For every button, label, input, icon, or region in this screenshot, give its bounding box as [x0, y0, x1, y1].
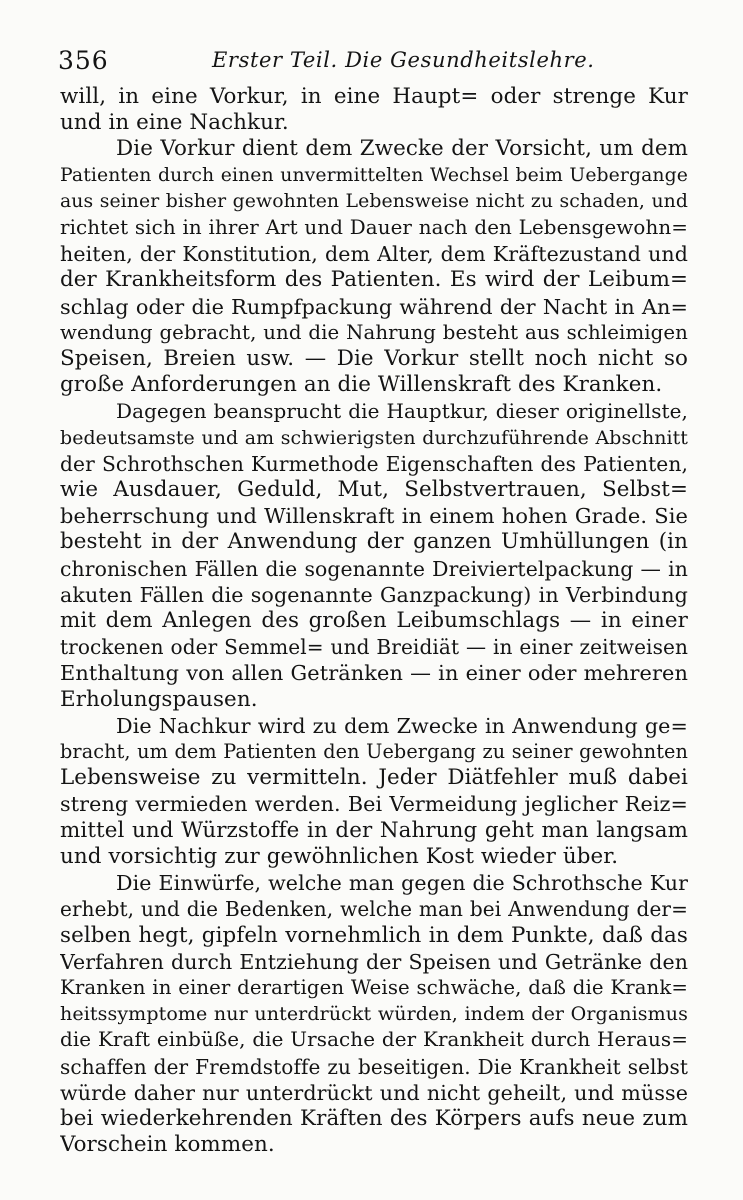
text-line: die Kraft einbüße, die Ursache der Krankheit durch Heraus= [60, 1028, 688, 1052]
body-text [60, 84, 688, 1158]
text-line: bei wiederkehrenden Kräften des Körpers aufs neue zum [60, 1105, 688, 1131]
text-line: mit dem Anlegen des großen Leibumschlags — in einer [60, 608, 688, 634]
text-line: Vorschein kommen. [60, 1132, 275, 1158]
paragraph-einwuerfe [60, 870, 688, 1158]
text-line: chronischen Fällen die sogenannte Dreiviertelpackung — in [60, 556, 688, 581]
text-line: würde daher nur unterdrückt und nicht geheilt, und müsse [60, 1080, 688, 1105]
text-line: Verfahren durch Entziehung der Speisen und Getränke den [60, 949, 688, 974]
text-line: Lebensweise zu vermitteln. Jeder Diätfehler muß dabei [60, 765, 688, 791]
text-line: Die Einwürfe, welche man gegen die Schrothsche Kur [116, 871, 688, 896]
paragraph-continuation [60, 84, 688, 136]
text-line: Die Vorkur dient dem Zwecke der Vorsicht, um dem [116, 136, 688, 162]
text-line: beherrschung und Willenskraft in einem hohen Grade. Sie [60, 504, 688, 529]
text-line: schlag oder die Rumpfpackung während der Nacht in An= [60, 294, 688, 319]
text-line: und vorsichtig zur gewöhnlichen Kost wieder über. [60, 843, 619, 869]
text-line: Speisen, Breien usw. — Die Vorkur stellt noch nicht so [60, 346, 688, 372]
page-header [58, 44, 688, 78]
text-line: der Schrothschen Kurmethode Eigenschaften des Patienten, [60, 451, 688, 476]
page-number: 356 [58, 46, 109, 75]
text-line: erhebt, und die Bedenken, welche man bei Anwendung der= [60, 897, 688, 922]
text-line: Patienten durch einen unvermittelten Wechsel beim Uebergange [60, 164, 688, 186]
text-line: schaffen der Fremdstoffe zu beseitigen. Die Krankheit selbst [60, 1054, 688, 1079]
text-line: bedeutsamste und am schwierigsten durchzuführende Abschnitt [60, 426, 688, 449]
text-line: will, in eine Vorkur, in eine Haupt= oder strenge Kur [60, 84, 688, 109]
text-line: besteht in der Anwendung der ganzen Umhüllungen (in [60, 529, 688, 555]
text-line: der Krankheitsform des Patienten. Es wird der Leibum= [60, 267, 688, 293]
text-line: Erholungspausen. [60, 686, 258, 712]
text-line: heiten, der Konstitution, dem Alter, dem Kräftezustand und [60, 242, 688, 267]
paragraph-vorkur [60, 136, 688, 398]
text-line: bracht, um dem Patienten den Uebergang zu seiner gewohnten [60, 740, 688, 764]
text-line: Enthaltung von allen Getränken — in einer oder mehreren [60, 661, 688, 686]
text-line: große Anforderungen an die Willenskraft des Kranken. [60, 372, 663, 398]
text-line: Die Nachkur wird zu dem Zwecke in Anwendung ge= [116, 713, 688, 738]
text-line: Kranken in einer derartigen Weise schwäche, daß die Krank= [60, 975, 688, 999]
text-line: Dagegen beansprucht die Hauptkur, dieser originellste, [116, 399, 688, 424]
paragraph-nachkur [60, 713, 688, 870]
running-head: Erster Teil. Die Gesundheitslehre. [212, 48, 595, 72]
text-line: richtet sich in ihrer Art und Dauer nach den Lebensgewohn= [60, 216, 688, 240]
text-line: wendung gebracht, und die Nahrung besteht aus schleimigen [60, 320, 688, 344]
text-line: akuten Fällen die sogenannte Ganzpackung) in Verbindung [60, 582, 688, 607]
text-line: wie Ausdauer, Geduld, Mut, Selbstvertrauen, Selbst= [60, 477, 688, 503]
text-line: heitssymptome nur unterdrückt würden, indem der Organismus [60, 1003, 688, 1026]
text-line: trockenen oder Semmel= und Breidiät — in einer zeitweisen [60, 635, 688, 660]
text-line: und in eine Nachkur. [60, 110, 289, 136]
paragraph-hauptkur [60, 398, 688, 712]
text-line: streng vermieden werden. Bei Vermeidung jeglicher Reiz= [60, 792, 688, 817]
text-line: aus seiner bisher gewohnten Lebensweise nicht zu schaden, und [60, 190, 688, 212]
text-line: selben hegt, gipfeln vornehmlich in dem Punkte, daß das [60, 922, 688, 948]
text-line: mittel und Würzstoffe in der Nahrung geht man langsam [60, 817, 688, 843]
